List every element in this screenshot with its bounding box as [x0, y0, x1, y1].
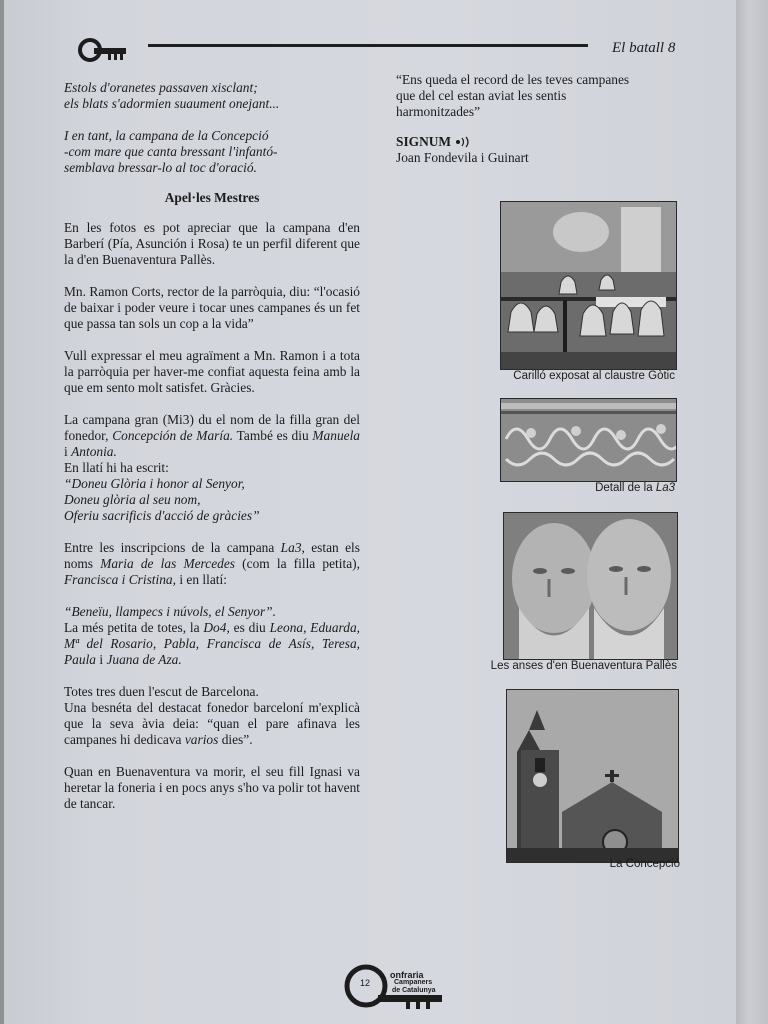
caption-text: La3 — [655, 482, 675, 494]
verse-line — [64, 128, 360, 144]
confraria-logo-icon — [78, 36, 130, 64]
church-image — [507, 690, 678, 862]
signum-wave-icon — [455, 136, 473, 148]
text-run: La campana gran (Mi3) du el nom de la filla gran del fonedor, — [64, 412, 360, 443]
signature-name: Joan Fondevila i Guinart — [396, 150, 529, 165]
paragraph: Quan en Buenaventura va morir, el seu fill Ignasi va heretar la foneria i en pocs anys s'ho va polir tot havent de tancar. — [64, 764, 360, 811]
quote-line: harmonitzades” — [396, 104, 481, 119]
bell-handles-photo — [503, 512, 678, 660]
photo-caption — [480, 482, 675, 494]
text-run: Antonia. — [71, 444, 117, 459]
text-run: i — [99, 652, 104, 667]
footer-logo — [344, 962, 448, 1012]
sculpted-faces-image — [504, 513, 677, 659]
org-name-line: onfraria — [390, 970, 424, 980]
verse-text: Estols d'oranetes passaven xisclant; — [64, 80, 258, 95]
page-edge — [736, 0, 768, 1024]
text-run: (com la filla petita), — [242, 556, 360, 571]
text-run: Francisca i Cristina, — [64, 572, 176, 587]
bell-ornament-image — [501, 399, 676, 481]
bell-detail-photo — [500, 398, 677, 482]
latin-quote-line — [64, 476, 360, 492]
paragraph — [64, 700, 360, 748]
verse-text: els blats s'adormien suaument onejant... — [64, 96, 280, 111]
latin-quote-line — [64, 604, 360, 620]
org-name-line: de Catalunya — [392, 987, 436, 994]
text-run: La més petita de totes, la — [64, 620, 200, 635]
text-run: i en llatí: — [179, 572, 227, 587]
text-run: “Beneïu, llampecs i núvols, el Senyor”. — [64, 604, 276, 619]
paragraph: Mn. Ramon Corts, rector de la parròquia, diu: “l'ocasió de baixar i poder veure i tocar unes campanes és un fet que passa tan sols un cop a la vida” — [64, 284, 360, 331]
header-rule — [148, 44, 588, 47]
text-run: varios — [184, 732, 219, 747]
author-heading: Apel·les Mestres — [164, 190, 260, 205]
text-run: La3, — [280, 540, 305, 555]
running-title: El batall 8 — [612, 40, 676, 56]
text-run: es diu — [233, 620, 266, 635]
text-run: Doneu glòria al seu nom, — [64, 492, 201, 507]
text-run: També es diu — [236, 428, 309, 443]
text-run: Oferiu sacrificis d'acció de gràcies” — [64, 508, 260, 523]
text-run: Leona, Eduarda, Mª del Rosario, Pabla, Francisca de Asís, Teresa, Paula — [64, 620, 360, 667]
paragraph — [64, 540, 360, 588]
verse-text: -com mare que canta bressant l'infantó- — [64, 144, 278, 159]
text-run: Concepción de María. — [112, 428, 234, 443]
verse-text: semblava bressar-lo al toc d'oració. — [64, 160, 257, 175]
org-name-line: Campaners — [394, 979, 433, 986]
text-run: Entre les inscripcions de la campana — [64, 540, 275, 555]
carillon-photo — [500, 201, 677, 370]
text-run: “Doneu Glòria i honor al Senyor, — [64, 476, 245, 491]
carillon-image — [501, 202, 676, 369]
text-run: dies”. — [221, 732, 253, 747]
quote-line: que del cel estan aviat les sentis — [396, 88, 567, 103]
right-column — [396, 72, 696, 166]
photo-caption: Carilló exposat al claustre Gòtic — [513, 370, 675, 382]
text-run: Juana de Aza. — [106, 652, 182, 667]
paragraph: Vull expressar el meu agraïment a Mn. Ramon i a tota la parròquia per haver-me confiat aquesta feina amb la que em sento molt satisfet. Gràcies. — [64, 348, 360, 395]
signature-org — [396, 134, 696, 150]
verse-line — [64, 80, 360, 96]
signature-org-text: SIGNUM — [396, 134, 452, 149]
verse-line — [64, 96, 360, 112]
paragraph: Totes tres duen l'escut de Barcelona. — [64, 684, 259, 699]
paragraph-line: En llatí hi ha escrit: — [64, 460, 169, 475]
paragraph — [64, 412, 360, 460]
paragraph: En les fotos es pot apreciar que la campana d'en Barberí (Pía, Asunción i Rosa) te un perfil diferent que la d'en Buenaventura Pallès. — [64, 220, 360, 267]
text-run: i — [64, 444, 68, 459]
verse-line — [64, 160, 360, 176]
quote-line: “Ens queda el record de les teves campanes — [396, 72, 630, 87]
paragraph — [64, 620, 360, 668]
text-run: estan els noms — [64, 540, 360, 571]
verse-text: I en tant, la campana de la Concepció — [64, 128, 269, 143]
verse-line — [64, 144, 360, 160]
text-run: Maria de las Mercedes — [100, 556, 235, 571]
text-run: Manuela — [312, 428, 361, 443]
left-column — [64, 80, 360, 812]
latin-quote-line — [64, 492, 360, 508]
text-run: Una besnéta del destacat fonedor barceloní m'explicà que la seva àvia deia: “quan el pare afinava les campanes hi dedicava — [64, 700, 360, 747]
photo-caption: Les anses d'en Buenaventura Pallès — [490, 660, 677, 672]
photo-caption: La Concepció — [609, 858, 680, 870]
caption-text: Detall de la — [595, 482, 653, 494]
text-run: Do4, — [203, 620, 230, 635]
church-photo — [506, 689, 679, 863]
latin-quote-line — [64, 508, 360, 524]
page-number: 12 — [360, 978, 371, 988]
